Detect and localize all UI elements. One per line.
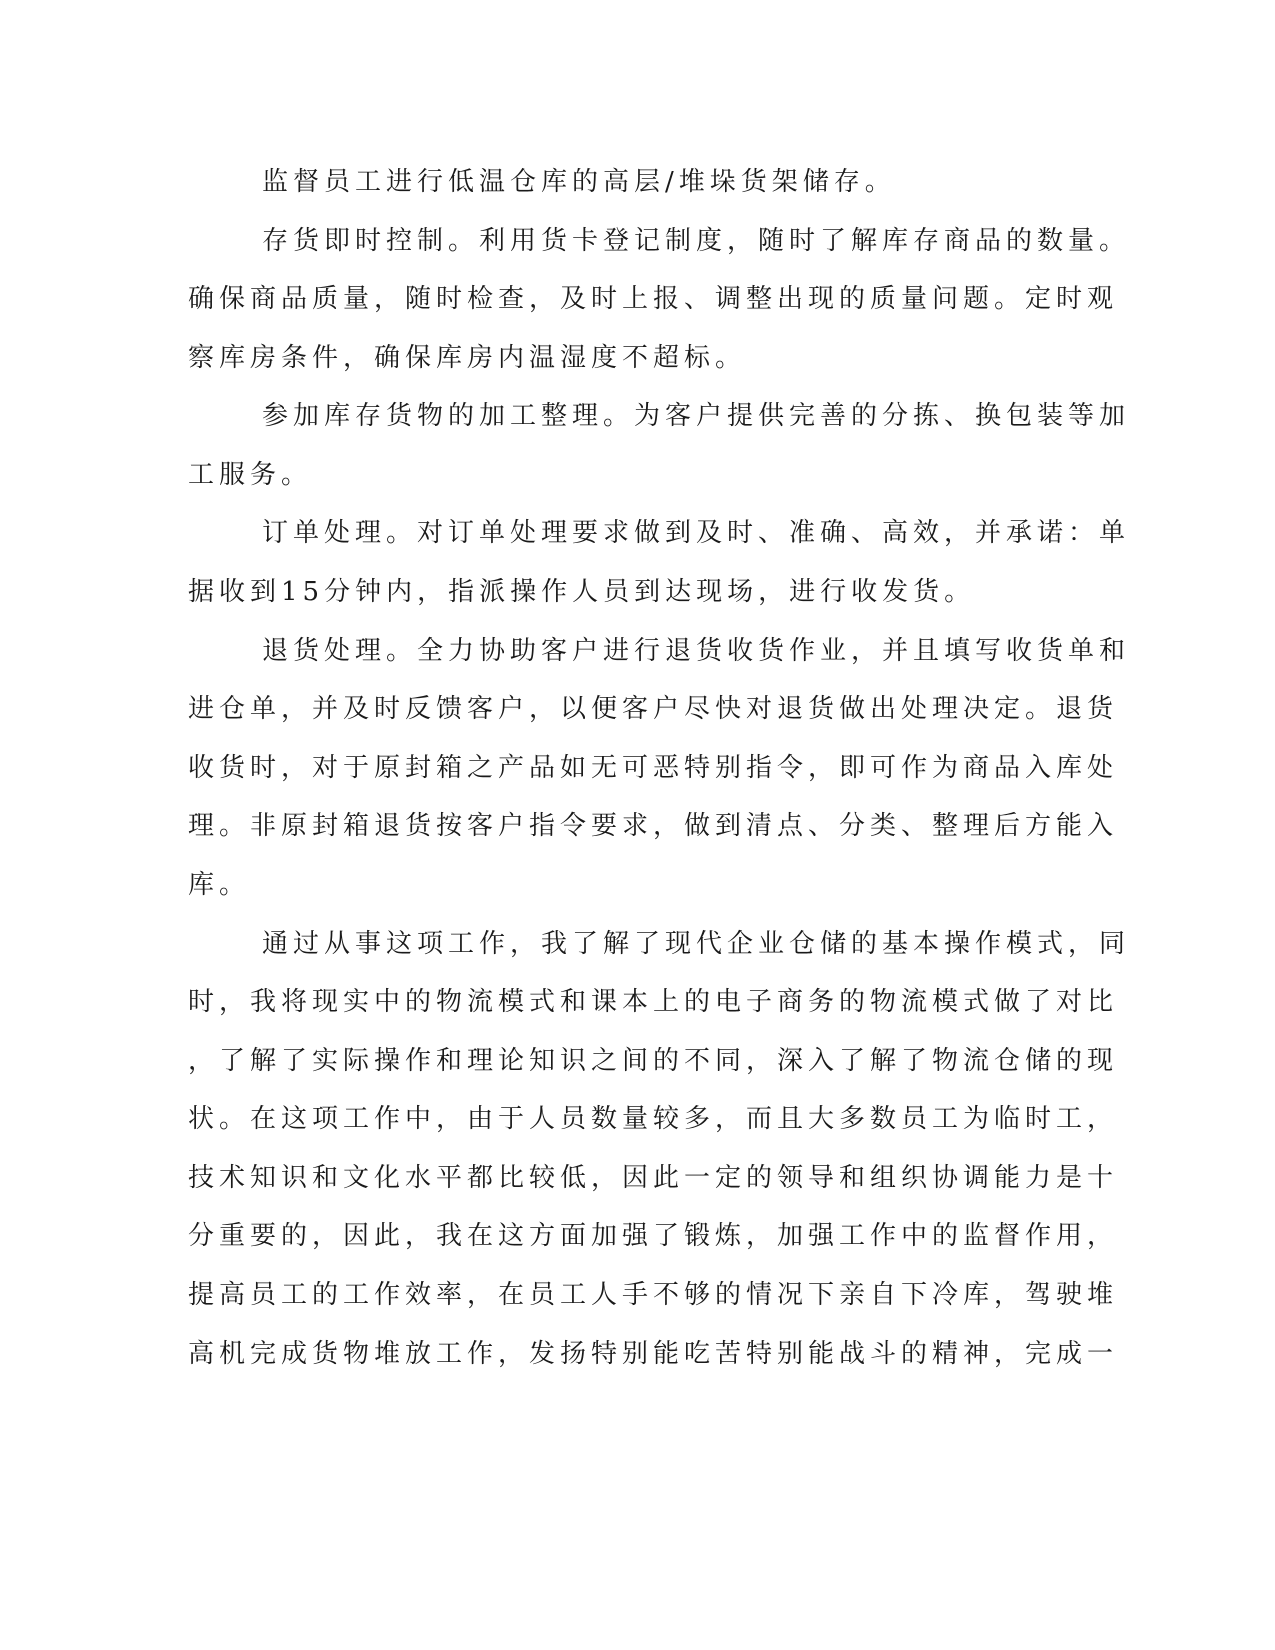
text-line: 时，我将现实中的物流模式和课本上的电子商务的物流模式做了对比	[188, 987, 1119, 1017]
text-line: 据收到15分钟内，指派操作人员到达现场，进行收发货。	[188, 577, 976, 607]
text-line: 监督员工进行低温仓库的高层/堆垛货架储存。	[262, 167, 896, 197]
text-line: 收货时，对于原封箱之产品如无可恶特别指令，即可作为商品入库处	[188, 753, 1119, 783]
text-line: 存货即时控制。利用货卡登记制度，随时了解库存商品的数量。	[262, 226, 1131, 256]
text-line: 工服务。	[188, 460, 313, 490]
text-line: 提高员工的工作效率，在员工人手不够的情况下亲自下冷库，驾驶堆	[188, 1280, 1119, 1310]
text-line: 察库房条件，确保库房内温湿度不超标。	[188, 343, 747, 373]
text-line: ，了解了实际操作和理论知识之间的不同，深入了解了物流仓储的现	[188, 1046, 1119, 1076]
text-line: 状。在这项工作中，由于人员数量较多，而且大多数员工为临时工，	[188, 1104, 1119, 1134]
text-line: 确保商品质量，随时检查，及时上报、调整出现的质量问题。定时观	[188, 284, 1119, 314]
text-line: 理。非原封箱退货按客户指令要求，做到清点、分类、整理后方能入	[188, 811, 1119, 841]
text-line: 通过从事这项工作，我了解了现代企业仓储的基本操作模式，同	[262, 929, 1131, 959]
text-line: 分重要的，因此，我在这方面加强了锻炼，加强工作中的监督作用，	[188, 1221, 1119, 1251]
text-line: 技术知识和文化水平都比较低，因此一定的领导和组织协调能力是十	[188, 1163, 1119, 1193]
text-line: 参加库存货物的加工整理。为客户提供完善的分拣、换包装等加	[262, 401, 1131, 431]
text-line: 高机完成货物堆放工作，发扬特别能吃苦特别能战斗的精神，完成一	[188, 1339, 1119, 1369]
text-line: 订单处理。对订单处理要求做到及时、准确、高效，并承诺：单	[262, 518, 1131, 548]
text-line: 进仓单，并及时反馈客户，以便客户尽快对退货做出处理决定。退货	[188, 694, 1119, 724]
text-line: 退货处理。全力协助客户进行退货收货作业，并且填写收货单和	[262, 636, 1131, 666]
text-line: 库。	[188, 870, 251, 900]
